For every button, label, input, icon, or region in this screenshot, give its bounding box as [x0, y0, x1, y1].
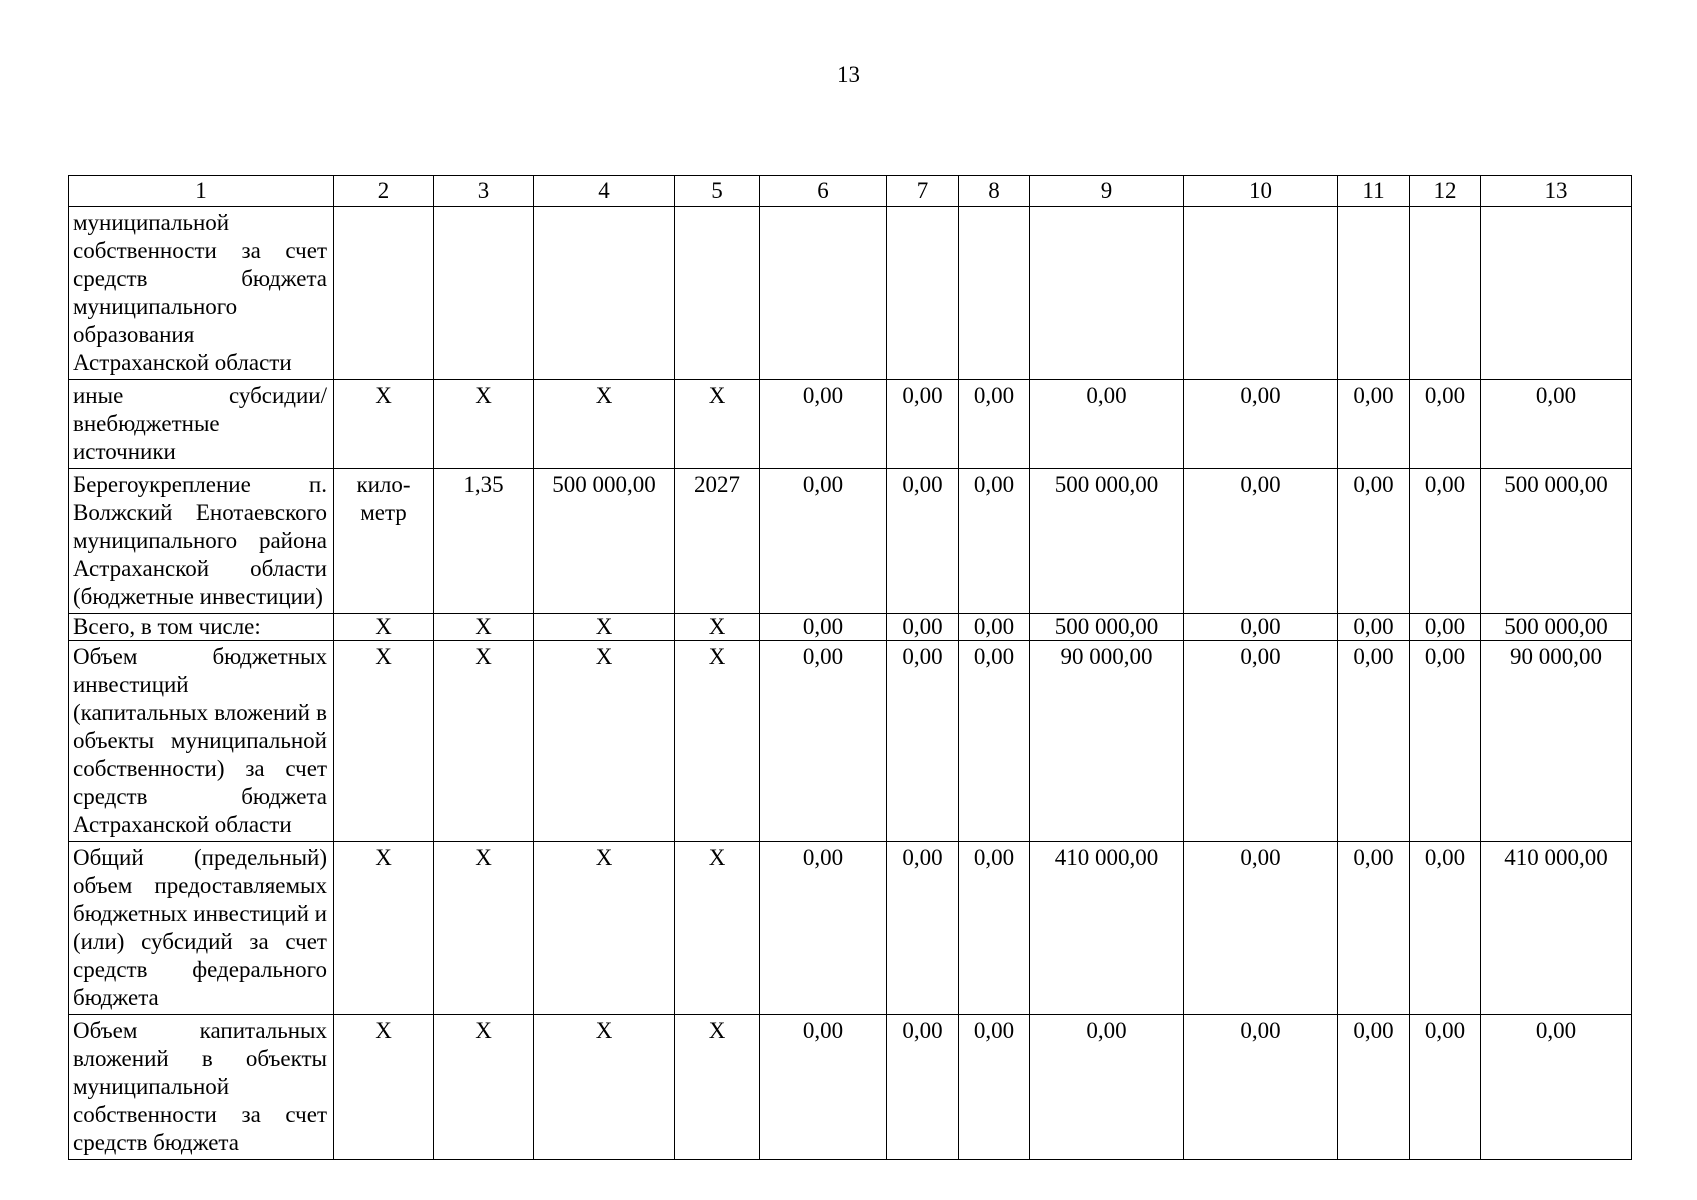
table-cell: 0,00 [1338, 641, 1410, 842]
table-row [69, 614, 1632, 641]
table-cell: 0,00 [1410, 641, 1481, 842]
table-row [69, 842, 1632, 1015]
table-cell: 500 000,00 [1481, 469, 1632, 614]
column-header: 7 [887, 176, 959, 207]
table-cell: Х [334, 614, 434, 641]
table-cell: 0,00 [1184, 614, 1338, 641]
column-header: 8 [959, 176, 1030, 207]
table-cell: 0,00 [887, 842, 959, 1015]
table-row [69, 641, 1632, 842]
budget-table [68, 175, 1632, 1160]
header-row [69, 176, 1632, 207]
table-cell: 500 000,00 [1030, 469, 1184, 614]
table-cell: Х [675, 641, 760, 842]
table-cell: 0,00 [1184, 469, 1338, 614]
table-cell: 500 000,00 [1481, 614, 1632, 641]
table-row [69, 1015, 1632, 1160]
row-label: Всего, в том числе: [69, 614, 334, 641]
table-cell: Х [534, 614, 675, 641]
row-label: иные субсидии/ внебюджетные источники [69, 380, 334, 469]
row-label: Общий (предельный) объем предоставляемых бюджетных инвестиций и (или) субсидий за счет средств федерального бюджета [69, 842, 334, 1015]
table-row [69, 380, 1632, 469]
table-cell: Х [334, 842, 434, 1015]
table-cell [434, 207, 534, 380]
table-cell: 0,00 [887, 614, 959, 641]
table-cell: 1,35 [434, 469, 534, 614]
table-cell: 0,00 [1184, 380, 1338, 469]
column-header: 4 [534, 176, 675, 207]
table-cell: Х [434, 641, 534, 842]
column-header: 2 [334, 176, 434, 207]
table-cell [959, 207, 1030, 380]
column-header: 5 [675, 176, 760, 207]
table-cell: 0,00 [760, 842, 887, 1015]
table-cell: Х [534, 380, 675, 469]
table-cell: 90 000,00 [1481, 641, 1632, 842]
table-cell: 0,00 [1338, 469, 1410, 614]
table-cell: 0,00 [887, 1015, 959, 1160]
table-cell: 0,00 [959, 380, 1030, 469]
table-cell: 410 000,00 [1481, 842, 1632, 1015]
table-cell [1030, 207, 1184, 380]
table-cell: 0,00 [959, 641, 1030, 842]
table-cell: Х [675, 380, 760, 469]
table-cell: Х [534, 641, 675, 842]
table-cell: Х [534, 842, 675, 1015]
column-header: 6 [760, 176, 887, 207]
table-cell: 0,00 [1184, 842, 1338, 1015]
table-row [69, 207, 1632, 380]
table-cell: 0,00 [887, 380, 959, 469]
row-label: Объем капитальных вложений в объекты муниципальной собственности за счет средств бюджета [69, 1015, 334, 1160]
table-cell: Х [675, 842, 760, 1015]
page-number: 13 [837, 62, 860, 87]
table-cell [1481, 207, 1632, 380]
table-cell [534, 207, 675, 380]
column-header: 9 [1030, 176, 1184, 207]
table-cell: 0,00 [760, 1015, 887, 1160]
table-cell: 0,00 [1410, 380, 1481, 469]
table-cell: 2027 [675, 469, 760, 614]
row-label: Берегоукрепление п. Волжский Енотаевского муниципального района Астраханской области (бюджетные инвестиции) [69, 469, 334, 614]
table-cell: 0,00 [1481, 380, 1632, 469]
table-cell: 0,00 [1338, 380, 1410, 469]
table-cell: Х [434, 842, 534, 1015]
table-cell: Х [675, 614, 760, 641]
table-cell: 500 000,00 [1030, 614, 1184, 641]
table-cell: Х [334, 641, 434, 842]
table-cell: Х [434, 614, 534, 641]
table-cell: 0,00 [1030, 1015, 1184, 1160]
table-cell: 0,00 [1338, 614, 1410, 641]
table-cell: 0,00 [1338, 1015, 1410, 1160]
table-cell: 0,00 [959, 842, 1030, 1015]
table-cell: Х [534, 1015, 675, 1160]
table-cell [675, 207, 760, 380]
table-cell: 0,00 [959, 614, 1030, 641]
table-cell: Х [334, 1015, 434, 1160]
table-cell [334, 207, 434, 380]
table-cell: 500 000,00 [534, 469, 675, 614]
table-cell: 0,00 [959, 469, 1030, 614]
column-header: 10 [1184, 176, 1338, 207]
table-cell [1184, 207, 1338, 380]
unit-cell: кило-метр [334, 469, 434, 614]
table-cell: Х [334, 380, 434, 469]
table-cell: 0,00 [1338, 842, 1410, 1015]
table-cell [1338, 207, 1410, 380]
column-header: 13 [1481, 176, 1632, 207]
column-header: 1 [69, 176, 334, 207]
table-cell: 0,00 [1481, 1015, 1632, 1160]
table-cell: Х [675, 1015, 760, 1160]
table-cell [760, 207, 887, 380]
table-cell: 0,00 [760, 380, 887, 469]
table-cell: 90 000,00 [1030, 641, 1184, 842]
table-cell [1410, 207, 1481, 380]
table-cell: 0,00 [959, 1015, 1030, 1160]
table-cell [887, 207, 959, 380]
table-cell: Х [434, 380, 534, 469]
table-cell: 0,00 [1030, 380, 1184, 469]
table-cell: 0,00 [760, 469, 887, 614]
table-cell: 0,00 [1410, 469, 1481, 614]
table-cell: 0,00 [1410, 842, 1481, 1015]
table-cell: 0,00 [1410, 614, 1481, 641]
table-cell: 0,00 [887, 469, 959, 614]
table-row [69, 469, 1632, 614]
table-cell: 410 000,00 [1030, 842, 1184, 1015]
table-cell: 0,00 [760, 614, 887, 641]
table-cell: 0,00 [760, 641, 887, 842]
table-cell: 0,00 [1184, 1015, 1338, 1160]
column-header: 12 [1410, 176, 1481, 207]
table-cell: 0,00 [887, 641, 959, 842]
row-label: муниципальной собственности за счет средств бюджета муниципального образования Астраханской области [69, 207, 334, 380]
column-header: 11 [1338, 176, 1410, 207]
table-cell: 0,00 [1184, 641, 1338, 842]
table-cell: 0,00 [1410, 1015, 1481, 1160]
row-label: Объем бюджетных инвестиций (капитальных вложений в объекты муниципальной собственности) за счет средств бюджета Астраханской области [69, 641, 334, 842]
table-cell: Х [434, 1015, 534, 1160]
column-header: 3 [434, 176, 534, 207]
